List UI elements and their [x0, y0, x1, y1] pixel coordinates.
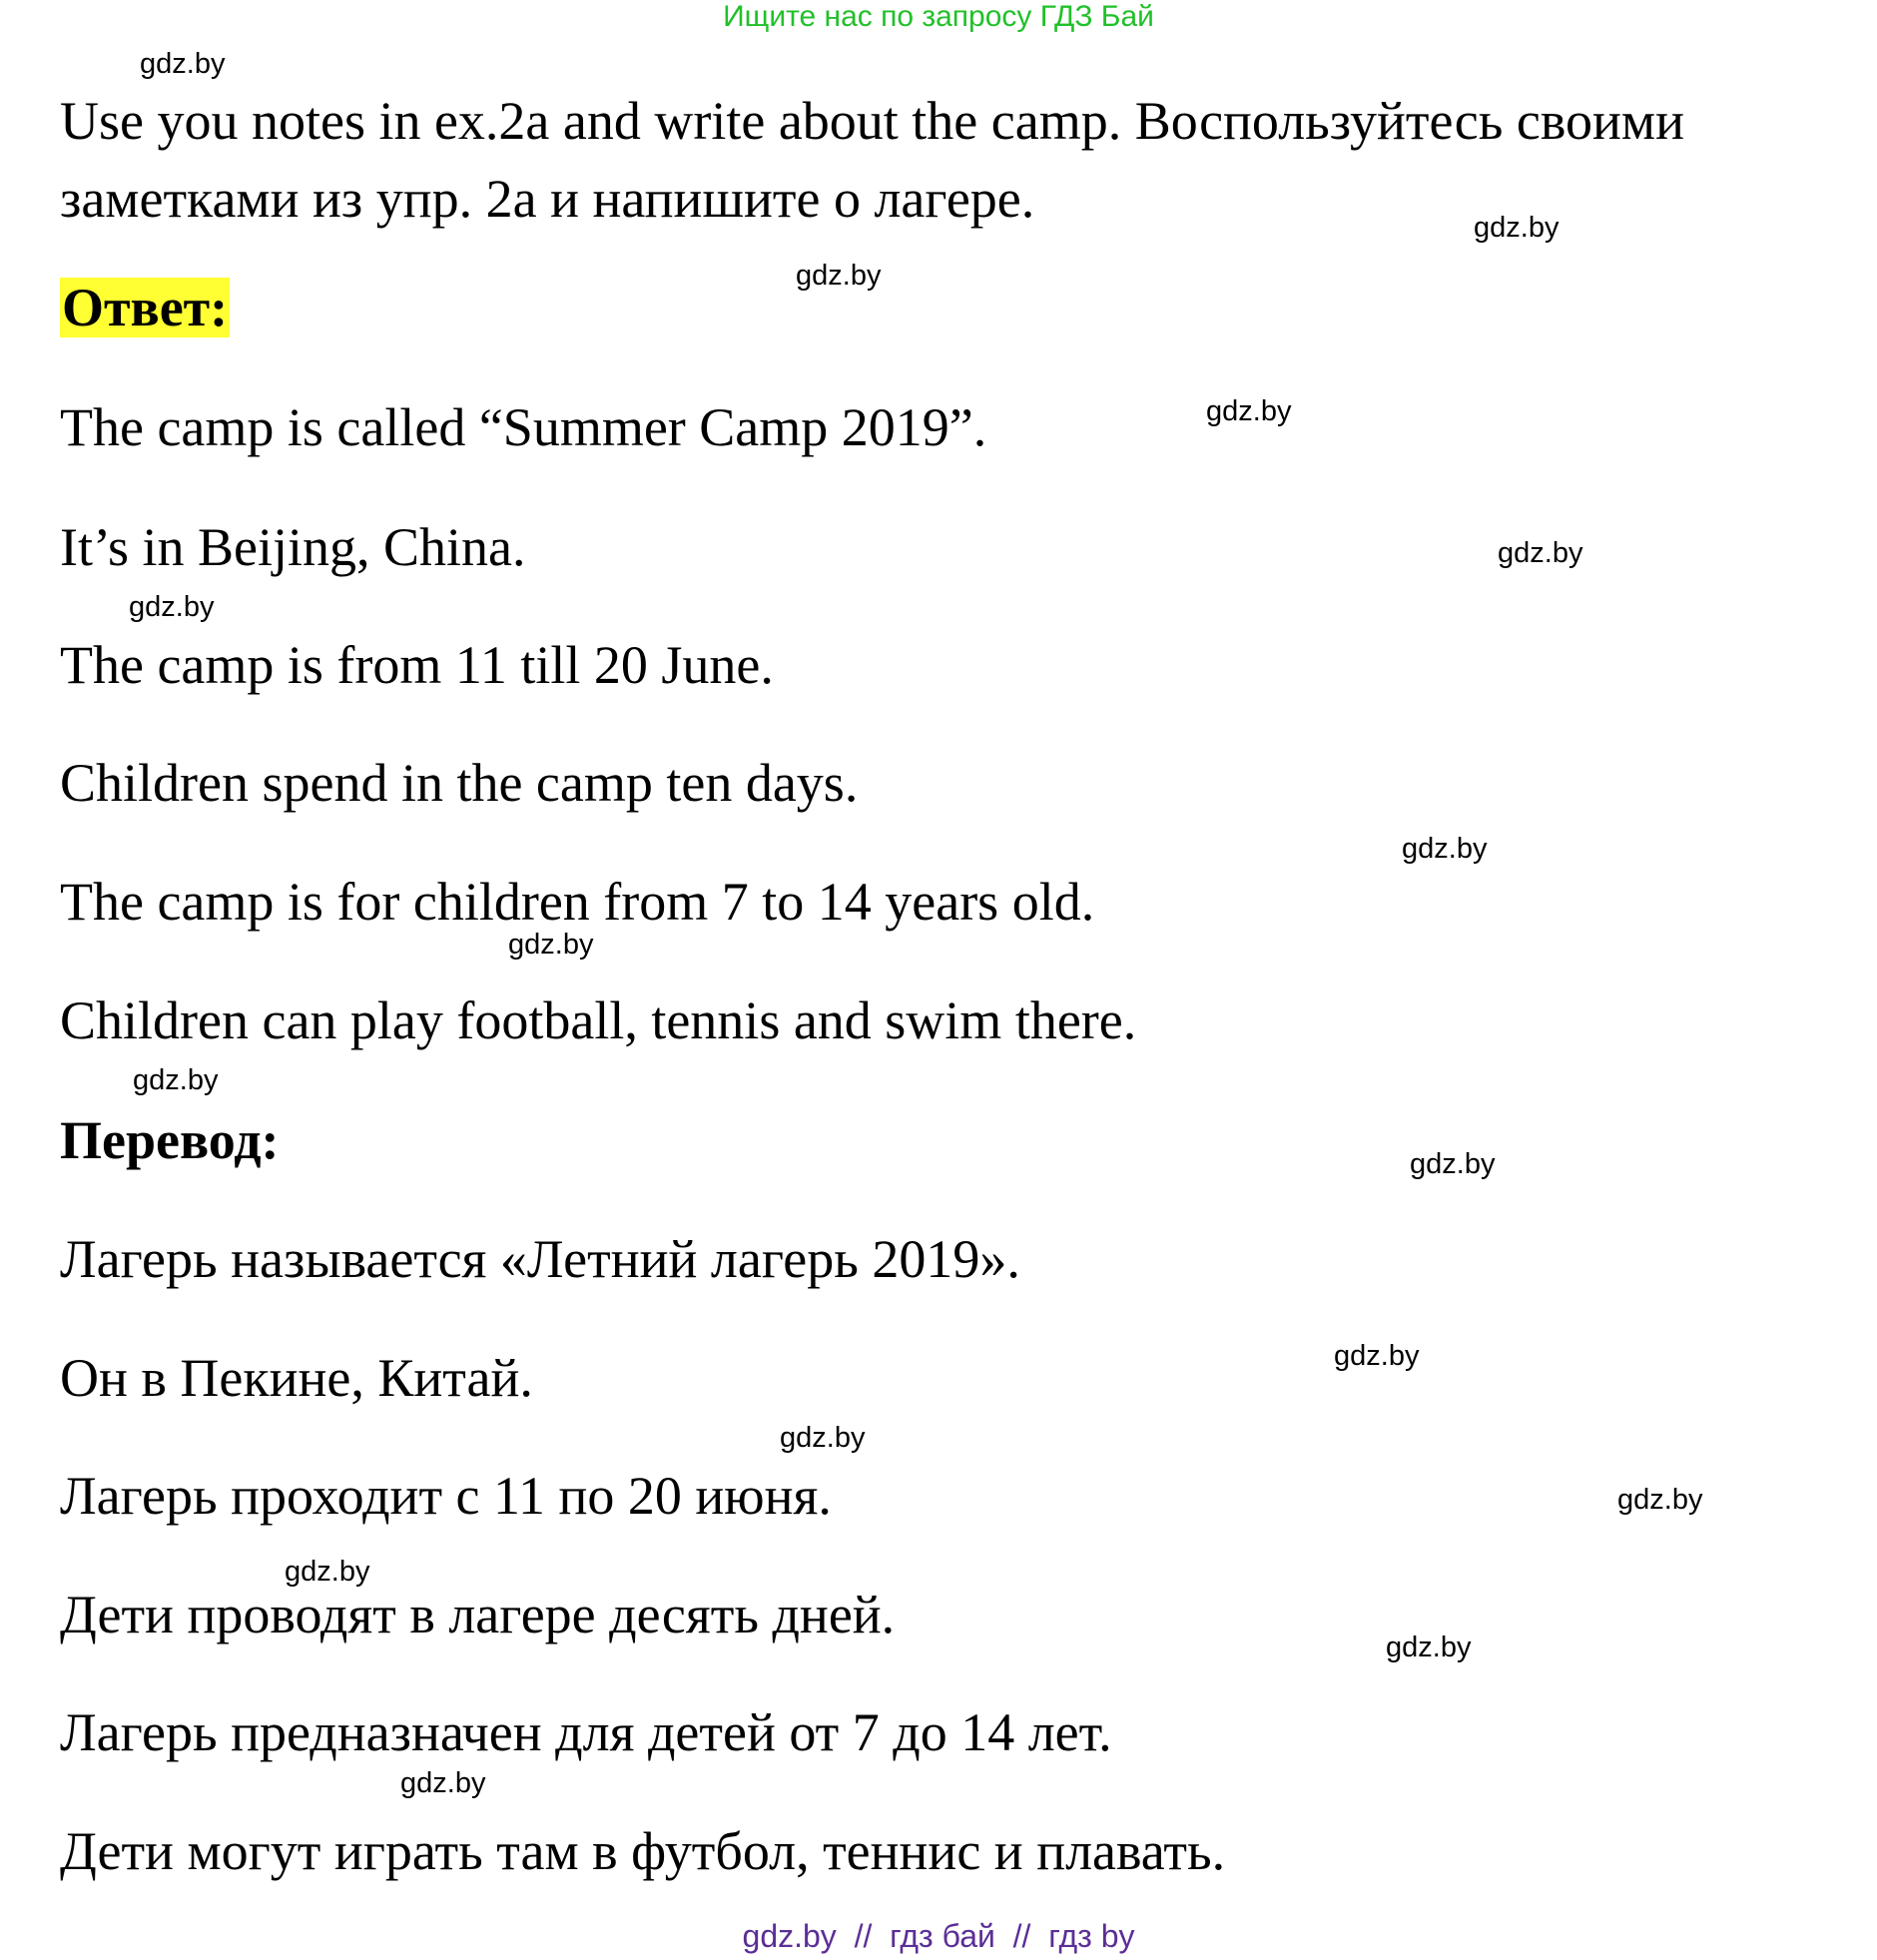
watermark: gdz.by	[1410, 1148, 1496, 1180]
task-text: Use you notes in ex.2a and write about the camp. Воспользуйтесь своими заметками из упр. 2a и напишите о лагере.	[60, 91, 1684, 229]
answer-heading	[60, 276, 230, 339]
watermark: gdz.by	[508, 929, 594, 961]
translation-line-6: Дети могут играть там в футбол, теннис и плавать.	[60, 1821, 1226, 1881]
translation-line-5: Лагерь предназначен для детей от 7 до 14 лет.	[60, 1702, 1112, 1762]
translation-line-4: Дети проводят в лагере десять дней.	[60, 1585, 896, 1644]
watermark: gdz.by	[1206, 395, 1292, 427]
watermark: gdz.by	[1386, 1632, 1472, 1663]
search-banner: Ищите нас по запросу ГДЗ Бай	[723, 0, 1154, 33]
translation-line-2: Он в Пекине, Китай.	[60, 1348, 533, 1408]
answer-line-6: Children can play football, tennis and swim there.	[60, 990, 1137, 1050]
translation-line-3: Лагерь проходит с 11 по 20 июня.	[60, 1466, 832, 1526]
watermark: gdz.by	[780, 1422, 866, 1454]
watermark: gdz.by	[1474, 212, 1560, 244]
watermark: gdz.by	[1498, 537, 1583, 569]
translation-heading: Перевод:	[60, 1110, 280, 1170]
answer-line-3: The camp is from 11 till 20 June.	[60, 635, 774, 695]
watermark: gdz.by	[129, 591, 215, 623]
translation-line-1: Лагерь называется «Летний лагерь 2019».	[60, 1229, 1020, 1289]
watermark: gdz.by	[285, 1556, 370, 1588]
watermark: gdz.by	[1334, 1340, 1420, 1372]
footer-links: gdz.by // гдз бай // гдз by	[742, 1918, 1135, 1954]
watermark: gdz.by	[796, 260, 882, 292]
answer-line-1: The camp is called “Summer Camp 2019”.	[60, 397, 987, 457]
answer-line-2: It’s in Beijing, China.	[60, 517, 526, 577]
watermark: gdz.by	[400, 1767, 486, 1799]
answer-heading-label: Ответ:	[62, 278, 229, 337]
answer-line-4: Children spend in the camp ten days.	[60, 753, 859, 813]
watermark: gdz.by	[133, 1064, 219, 1096]
watermark: gdz.by	[140, 48, 226, 80]
watermark: gdz.by	[1617, 1484, 1703, 1516]
watermark: gdz.by	[1402, 833, 1488, 865]
answer-line-5: The camp is for children from 7 to 14 years old.	[60, 872, 1095, 932]
